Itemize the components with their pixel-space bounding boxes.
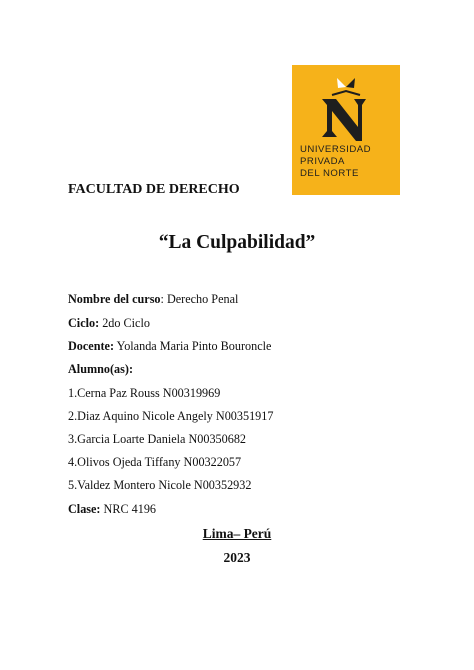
university-logo	[292, 65, 400, 195]
cycle-value: 2do Ciclo	[99, 316, 150, 330]
cycle-line	[68, 316, 150, 331]
place-text: Lima– Perú	[202, 526, 272, 541]
course-value: Derecho Penal	[166, 292, 239, 306]
course-separator: :	[160, 292, 167, 306]
students-label-line	[68, 362, 133, 377]
logo-text-line-2: PRIVADA	[300, 156, 345, 167]
logo-text-line-1: UNIVERSIDAD	[300, 144, 372, 155]
student-item: 3.Garcia Loarte Daniela N00350682	[68, 432, 247, 446]
class-label: Clase:	[68, 502, 101, 516]
class-line	[68, 502, 156, 517]
course-label: Nombre del curso	[68, 292, 161, 306]
cycle-label: Ciclo:	[68, 316, 100, 330]
class-value: NRC 4196	[100, 502, 157, 516]
course-line	[68, 292, 238, 307]
student-item: 5.Valdez Montero Nicole N00352932	[68, 478, 252, 492]
teacher-line	[68, 339, 271, 354]
teacher-value: Yolanda Maria Pinto Bouroncle	[114, 339, 272, 353]
place-line	[0, 526, 474, 542]
student-item: 1.Cerna Paz Rouss N00319969	[68, 386, 221, 400]
students-label: Alumno(as):	[68, 362, 134, 376]
year-text: 2023	[223, 550, 251, 565]
teacher-label: Docente:	[68, 339, 115, 353]
student-item: 4.Olivos Ojeda Tiffany N00322057	[68, 455, 242, 469]
faculty-heading: FACULTAD DE DERECHO	[68, 182, 240, 197]
document-title: “La Culpabilidad”	[158, 232, 316, 253]
student-item: 2.Diaz Aquino Nicole Angely N00351917	[68, 409, 274, 423]
logo-text-line-3: DEL NORTE	[300, 168, 359, 179]
